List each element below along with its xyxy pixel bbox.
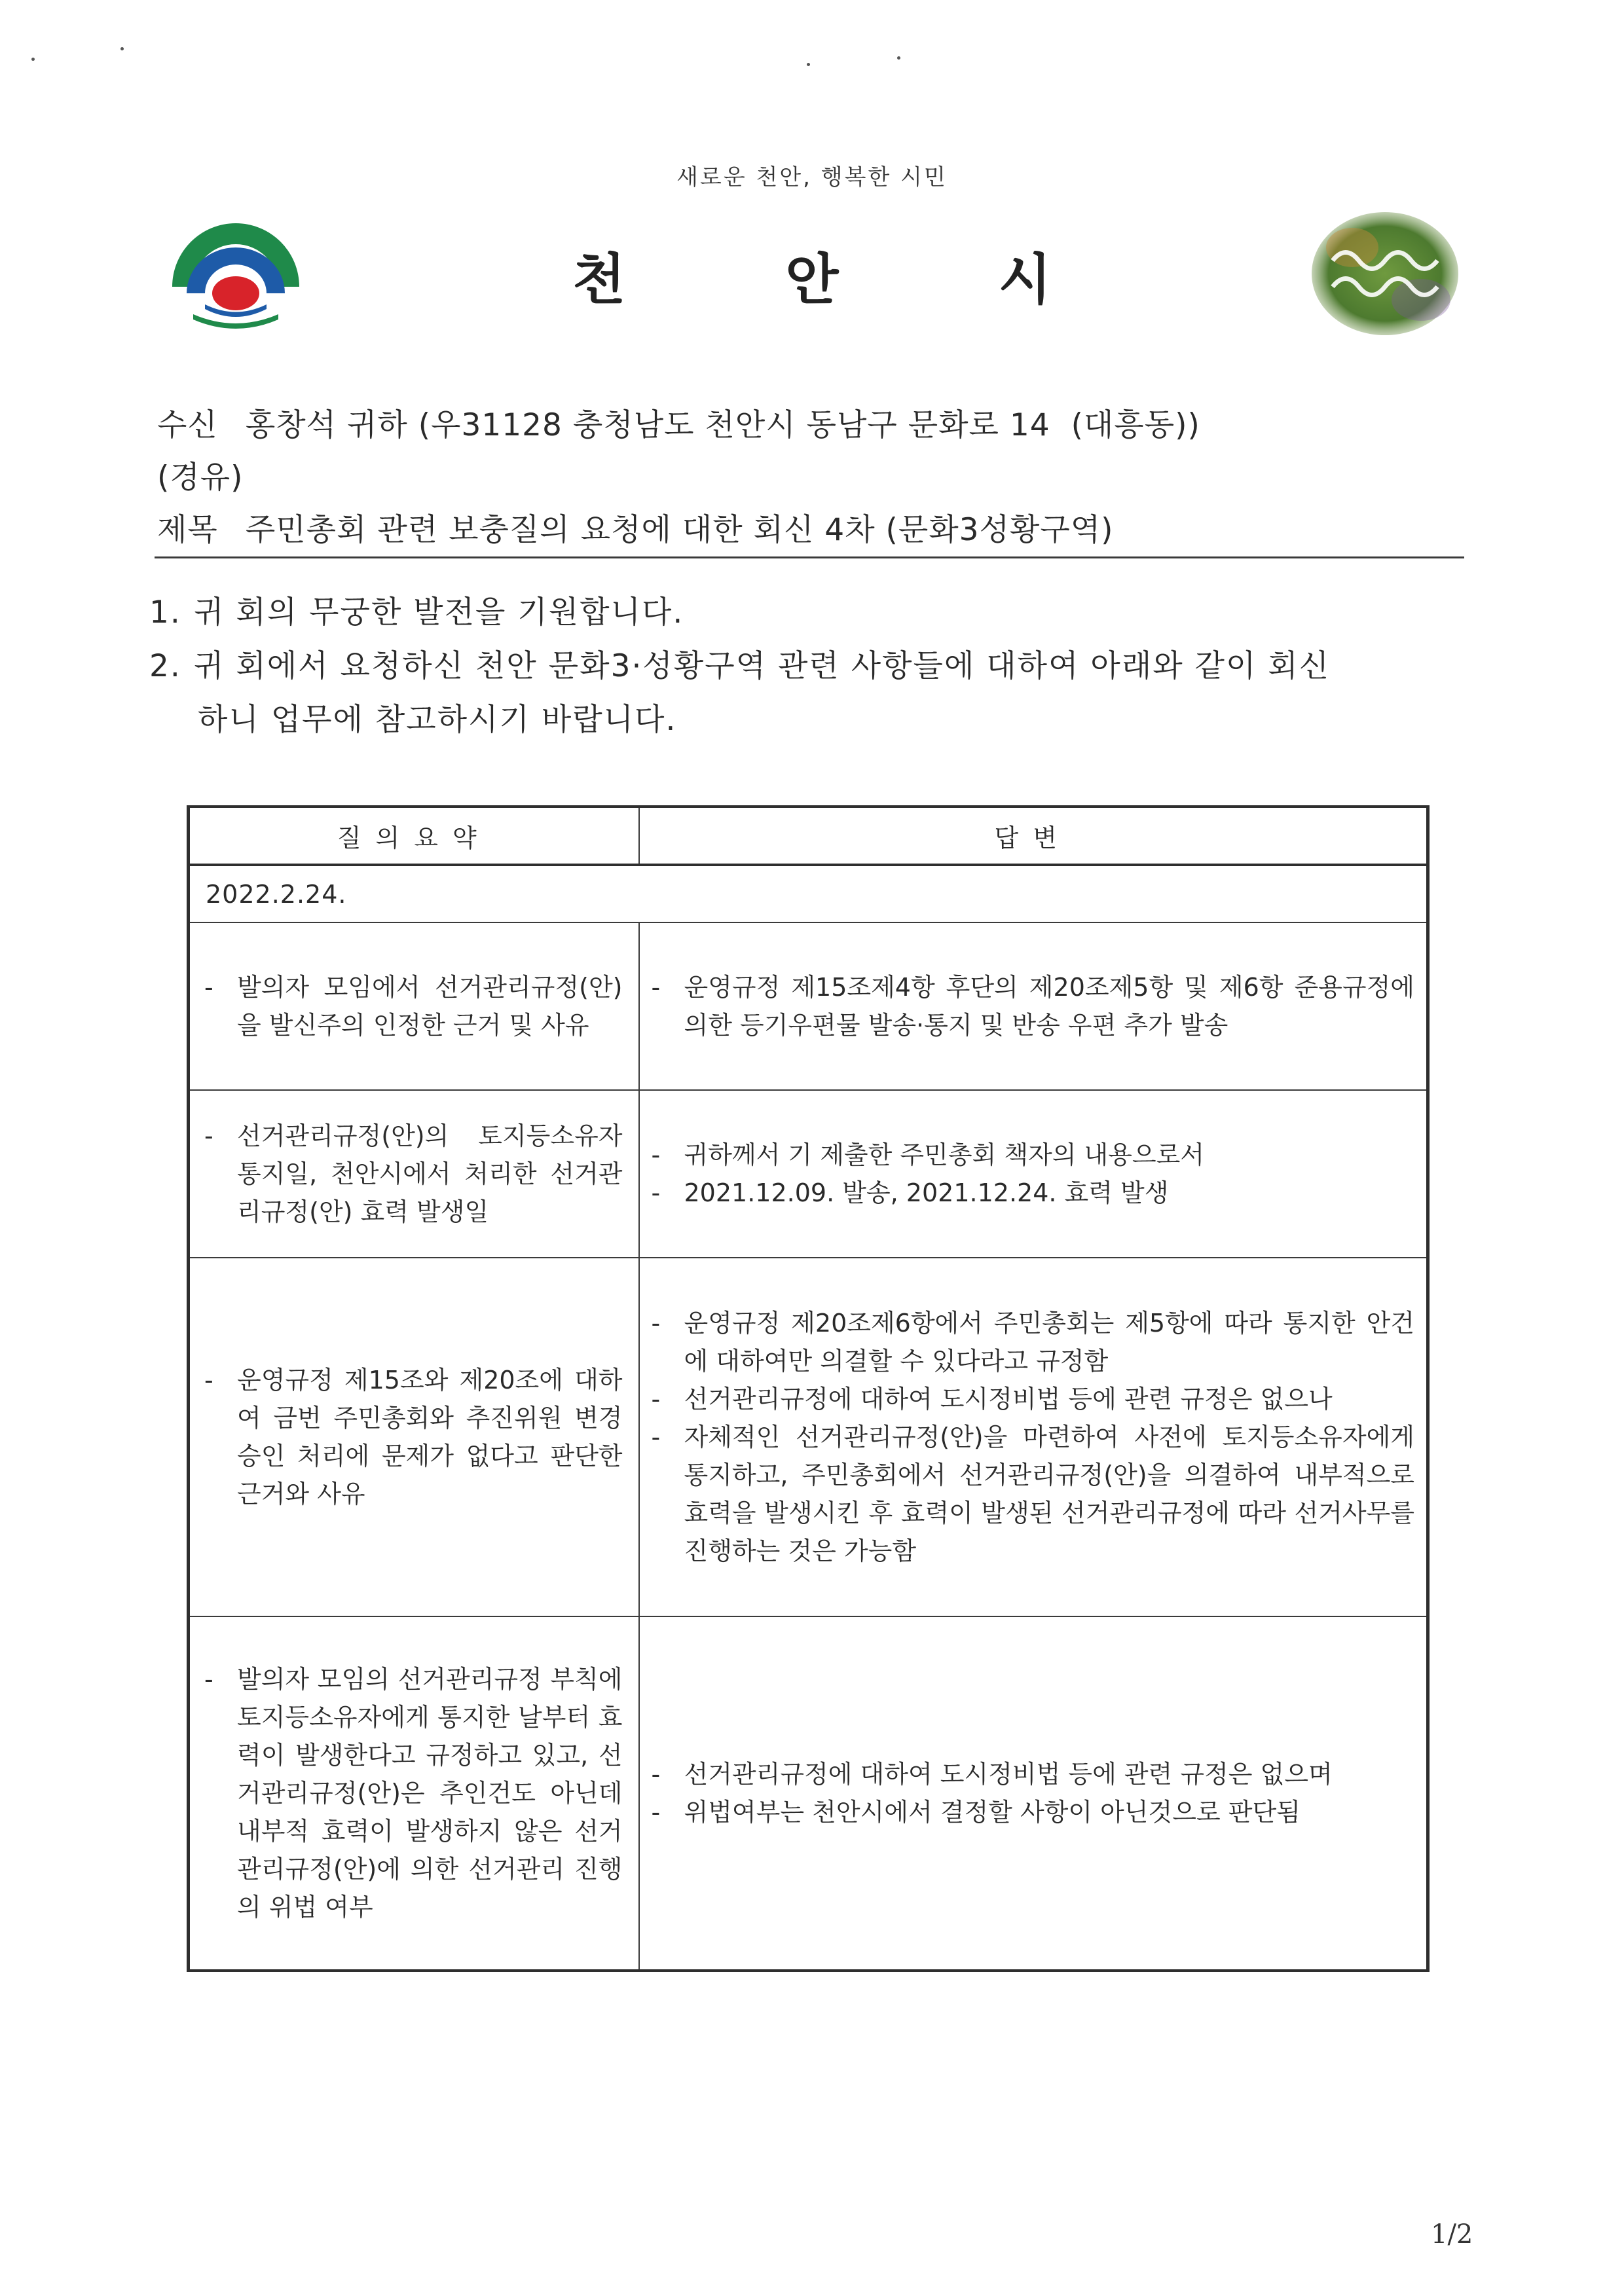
table-row [189, 922, 1428, 1090]
org-name-char: 시 [998, 247, 1052, 312]
header-divider [155, 556, 1464, 558]
answer-text: 운영규정 제20조제6항에서 주민총회는 제5항에 따라 통지한 안건에 대하여만 의결할 수 있다라고 규정함 [684, 1309, 1414, 1376]
slogan-emblem [1306, 208, 1464, 339]
dash-bullet: - [651, 1798, 661, 1827]
qa-table [187, 805, 1430, 1972]
org-name-char: 안 [785, 247, 839, 312]
question-text: 발의자 모임의 선거관리규정 부칙에 토지등소유자에게 통지한 날부터 효력이 발생한다고 규정하고 있고, 선거관리규정(안)은 추인건도 아닌데 내부적 효력이 발생하지 않은 선거관리규정(안)에 의한 선거관리 진행의 위법 여부 [237, 1665, 623, 1922]
subject-line [157, 505, 1114, 549]
via-line: (경유) [157, 460, 244, 496]
recipient-line [157, 401, 1200, 445]
page-number: 1/2 [1431, 2219, 1473, 2250]
org-name-char: 천 [572, 247, 626, 312]
answer-text: 귀하께서 기 제출한 주민총회 책자의 내용으로서 [684, 1140, 1205, 1169]
dash-bullet: - [204, 973, 213, 1002]
table-row [189, 1258, 1428, 1616]
dash-bullet: - [651, 1309, 661, 1338]
table-row [189, 1090, 1428, 1258]
question-text: 선거관리규정(안)의 토지등소유자 통지일, 천안시에서 처리한 선거관리규정(안) 효력 발생일 [237, 1121, 623, 1226]
scan-speck [897, 56, 900, 60]
scan-speck [120, 47, 124, 50]
recipient-value: 홍창석 귀하 (우31128 충청남도 천안시 동남구 문화로 14 (대흥동)) [245, 407, 1200, 443]
paragraph-text: 귀 회의 무궁한 발전을 기원합니다. [194, 594, 684, 630]
question-cell [189, 1616, 639, 1971]
paragraph-number: 1. [149, 594, 181, 630]
dash-bullet: - [651, 973, 661, 1002]
dash-bullet: - [204, 1366, 213, 1394]
recipient-label: 수신 [157, 407, 218, 443]
date-cell: 2022.2.24. [189, 865, 1428, 922]
subject-label: 제목 [157, 512, 218, 548]
answer-text: 선거관리규정에 대하여 도시정비법 등에 관련 규정은 없으나 [684, 1385, 1333, 1413]
dash-bullet: - [651, 1178, 661, 1207]
question-text: 발의자 모임에서 선거관리규정(안)을 발신주의 인정한 근거 및 사유 [237, 973, 623, 1040]
answer-text: 위법여부는 천안시에서 결정할 사항이 아닌것으로 판단됨 [684, 1798, 1301, 1827]
paragraph-number: 2. [149, 648, 181, 684]
paragraph-2 [149, 642, 1472, 685]
question-summary-header: 질의요약 [189, 807, 639, 865]
table-header-row [189, 807, 1428, 865]
answer-header: 답변 [639, 807, 1428, 865]
paragraph-text: 귀 회에서 요청하신 천안 문화3·성황구역 관련 사항들에 대하여 아래와 같이 회신 [194, 648, 1331, 684]
scan-speck [807, 63, 810, 66]
question-cell [189, 1258, 639, 1616]
answer-text: 운영규정 제15조제4항 후단의 제20조제5항 및 제6항 준용규정에 의한 등기우편물 발송·통지 및 반송 우편 추가 발송 [684, 973, 1414, 1040]
dash-bullet: - [204, 1665, 213, 1694]
question-text: 운영규정 제15조와 제20조에 대하여 금번 주민총회와 추진위원 변경 승인 처리에 문제가 없다고 판단한 근거와 사유 [237, 1366, 623, 1508]
answer-cell [639, 1616, 1428, 1971]
slogan: 새로운 천안, 행복한 시민 [676, 164, 948, 191]
answer-text: 2021.12.09. 발송, 2021.12.24. 효력 발생 [684, 1178, 1169, 1207]
answer-cell [639, 1090, 1428, 1258]
subject-value: 주민총회 관련 보충질의 요청에 대한 회신 4차 (문화3성황구역) [245, 512, 1114, 548]
answer-cell [639, 922, 1428, 1090]
table-row [189, 1616, 1428, 1971]
answer-cell [639, 1258, 1428, 1616]
answer-text: 자체적인 선거관리규정(안)을 마련하여 사전에 토지등소유자에게 통지하고, 주민총회에서 선거관리규정(안)을 의결하여 내부적으로 효력을 발생시킨 후 효력이 발생된 선거관리규정에 따라 선거사무를 진행하는 것은 가능함 [684, 1423, 1414, 1565]
question-cell [189, 1090, 639, 1258]
dash-bullet: - [651, 1385, 661, 1413]
question-cell [189, 922, 639, 1090]
paragraph-1 [149, 588, 684, 632]
dash-bullet: - [651, 1140, 661, 1169]
dash-bullet: - [651, 1423, 661, 1451]
dash-bullet: - [651, 1760, 661, 1789]
dash-bullet: - [204, 1121, 213, 1150]
date-row [189, 865, 1428, 922]
scan-speck [31, 58, 35, 61]
answer-text: 선거관리규정에 대하여 도시정비법 등에 관련 규정은 없으며 [684, 1760, 1333, 1789]
paragraph-2-continued: 하니 업무에 참고하시기 바랍니다. [198, 702, 677, 738]
